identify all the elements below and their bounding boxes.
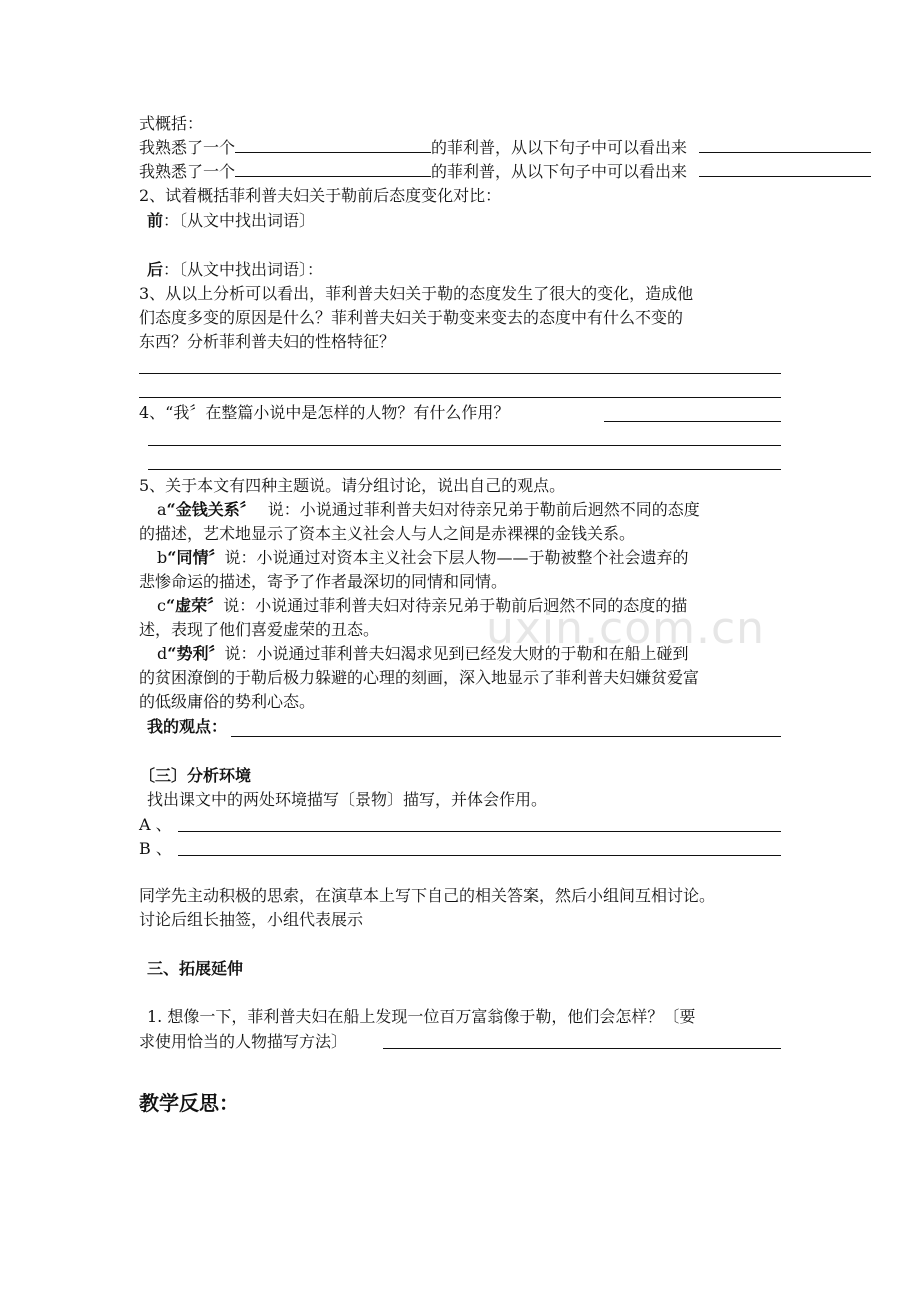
my-view-answer-line[interactable]: [231, 736, 781, 737]
theme-c-label: “虚荣〞: [165, 596, 224, 615]
before-line: [147, 209, 315, 233]
answer-line-q4-inline[interactable]: [604, 421, 781, 422]
theme-d-line-3: 的低级庸俗的势利心态。: [139, 692, 316, 711]
question-3-line-2: 们态度多变的原因是什么？菲利普夫妇关于勒变来变去的态度中有什么不变的: [139, 308, 684, 327]
theme-a-label: “金钱关系〞: [166, 500, 256, 519]
theme-b-line-2: 悲惨命运的描述，寄予了作者最深切的同情和同情。: [139, 572, 508, 591]
after-line: [147, 258, 323, 282]
theme-a-prefix: a: [157, 500, 167, 519]
extension-question-line-1: 1. 想像一下，菲利普夫妇在船上发现一位百万富翁像于勒，他们会怎样？〔要: [147, 1007, 696, 1026]
question-2: 2、试着概括菲利普夫妇关于勒前后态度变化对比：: [139, 186, 502, 205]
environment-b-label: B 、: [139, 839, 172, 858]
theme-a-text-1: 说：小说通过菲利普夫妇对待亲兄弟于勒前后迥然不同的态度: [267, 500, 700, 519]
answer-line-q3-2[interactable]: [139, 397, 781, 398]
answer-line-q4-2[interactable]: [148, 469, 781, 470]
summary-line: 式概括：: [139, 114, 204, 133]
familiar-quote-blank-1[interactable]: [699, 137, 871, 153]
environment-a-label: A 、: [139, 815, 172, 834]
familiar-line-2-a: 我熟悉了一个: [139, 162, 236, 181]
familiar-quote-blank-2[interactable]: [699, 161, 871, 177]
familiar-line-1-a: 我熟悉了一个: [139, 138, 236, 157]
extension-question-line-2: 求使用恰当的人物描写方法〕: [139, 1032, 348, 1051]
theme-b-text-1: 说：小说通过对资本主义社会下层人物——于勒被整个社会遗弃的: [224, 548, 689, 567]
theme-d-line-1: [157, 642, 688, 666]
environment-b-answer-line[interactable]: [178, 855, 781, 856]
familiar-blank-2[interactable]: [235, 161, 431, 177]
theme-d-prefix: d: [157, 644, 168, 663]
extension-heading: 三、拓展延伸: [147, 959, 244, 978]
theme-c-line-2: 述，表现了他们喜爱虚荣的丑态。: [139, 620, 380, 639]
question-3-line-1: 3、从以上分析可以看出，菲利普夫妇关于勒的态度发生了很大的变化，造成他: [139, 284, 694, 303]
after-label: 后: [147, 260, 164, 279]
familiar-line-2: [139, 160, 871, 184]
environment-heading: 〔三〕分析环境: [139, 766, 252, 785]
theme-d-label: “势利〞: [167, 644, 225, 663]
familiar-line-1-b: 的菲利普，从以下句子中可以看出来: [431, 138, 688, 157]
before-text: ：〔从文中找出词语〕: [163, 211, 316, 230]
question-4: 4、“我〞在整篇小说中是怎样的人物？有什么作用？: [139, 403, 510, 422]
answer-line-q3-1[interactable]: [139, 373, 781, 374]
teaching-reflection-heading: 教学反思：: [139, 1091, 239, 1115]
after-text: ：〔从文中找出词语〕：: [163, 260, 324, 279]
environment-a-answer-line[interactable]: [178, 831, 781, 832]
question-3-line-3: 东西？分析菲利普夫妇的性格特征？: [139, 332, 396, 351]
theme-b-prefix: b: [157, 548, 168, 567]
theme-b-line-1: [157, 546, 688, 570]
theme-b-label: “同情〞: [167, 548, 225, 567]
theme-a-line-2: 的描述，艺术地显示了资本主义社会人与人之间是赤裸裸的金钱关系。: [139, 524, 636, 543]
familiar-line-2-b: 的菲利普，从以下句子中可以看出来: [431, 162, 688, 181]
theme-d-line-2: 的贫困潦倒的于勒后极力躲避的心理的刻画，深入地显示了菲利普夫妇嫌贫爱富: [139, 668, 700, 687]
question-5: 5、关于本文有四种主题说。请分组讨论，说出自己的观点。: [139, 476, 566, 495]
watermark: uxin.com.cn: [486, 603, 766, 654]
discussion-note-line-1: 同学先主动积极的思索，在演草本上写下自己的相关答案，然后小组间互相讨论。: [139, 886, 716, 905]
theme-c-line-1: [157, 594, 687, 618]
discussion-note-line-2: 讨论后组长抽签，小组代表展示: [139, 910, 364, 929]
my-view-label: 我的观点：: [147, 717, 228, 736]
extension-answer-line[interactable]: [383, 1048, 781, 1049]
before-label: 前: [147, 211, 164, 230]
theme-a-line-1: [157, 498, 700, 522]
theme-c-prefix: c: [157, 596, 166, 615]
familiar-line-1: [139, 136, 871, 160]
theme-d-text-1: 说：小说通过菲利普夫妇渴求见到已经发大财的于勒和在船上碰到: [224, 644, 689, 663]
familiar-blank-1[interactable]: [235, 137, 431, 153]
theme-c-text-1: 说：小说通过菲利普夫妇对待亲兄弟于勒前后迥然不同的态度的描: [223, 596, 688, 615]
answer-line-q4-1[interactable]: [148, 445, 781, 446]
environment-task: 找出课文中的两处环境描写〔景物〕描写，并体会作用。: [147, 790, 548, 809]
